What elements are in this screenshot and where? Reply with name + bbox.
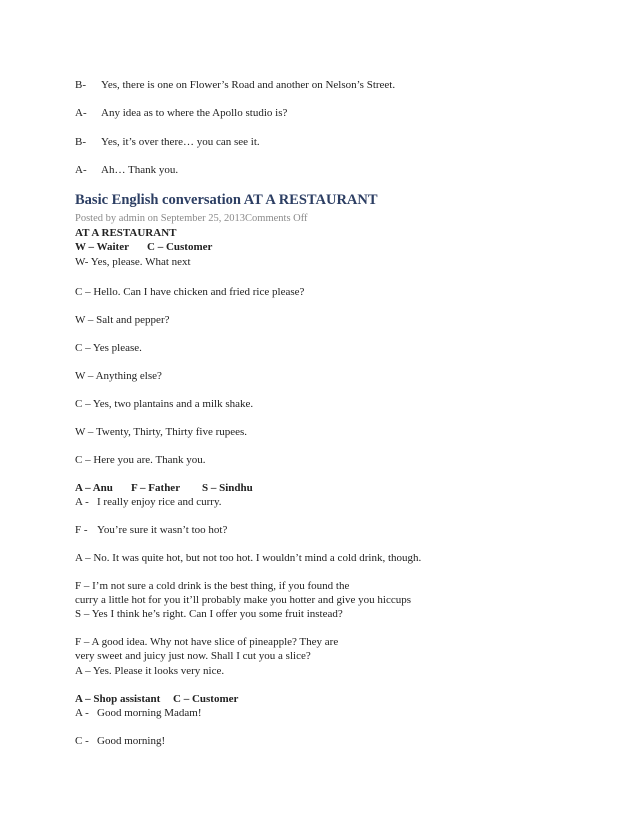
dialogue-line: A – Yes. Please it looks very nice.: [75, 665, 225, 677]
speaker-label: A -: [75, 707, 89, 719]
dialogue-line: [75, 523, 227, 537]
dialogue-line: curry a little hot for you it’ll probably make you hotter and give you hiccups: [75, 594, 412, 606]
dialogue-line: C – Yes, two plantains and a milk shake.: [75, 398, 254, 410]
article-meta: Posted by admin on September 25, 2013Comments Off: [75, 213, 308, 224]
line-text: You’re sure it wasn’t too hot?: [97, 524, 228, 536]
line-text: Any idea as to where the Apollo studio is?: [101, 107, 288, 119]
role-label: C – Customer: [147, 241, 213, 253]
dialogue-line: very sweet and juicy just now. Shall I cut you a slice?: [75, 650, 311, 662]
dialogue-line: W – Salt and pepper?: [75, 314, 170, 326]
intro-line: [75, 135, 260, 149]
roles-line: [75, 692, 238, 706]
intro-line: [75, 78, 395, 92]
dialogue-line: C – Here you are. Thank you.: [75, 454, 206, 466]
dialogue-line: C – Yes please.: [75, 342, 142, 354]
speaker-label: B-: [75, 79, 86, 91]
roles-line: [75, 481, 253, 495]
dialogue-line: C – Hello. Can I have chicken and fried rice please?: [75, 286, 305, 298]
dialogue-line: F – I’m not sure a cold drink is the best thing, if you found the: [75, 580, 350, 592]
article-title[interactable]: Basic English conversation AT A RESTAURANT: [75, 192, 378, 208]
dialogue-line: W- Yes, please. What next: [75, 256, 191, 268]
dialogue-line: W – Anything else?: [75, 370, 162, 382]
dialogue-line: A – No. It was quite hot, but not too hot. I wouldn’t mind a cold drink, though.: [75, 552, 422, 564]
dialogue-line: W – Twenty, Thirty, Thirty five rupees.: [75, 426, 248, 438]
speaker-label: A-: [75, 164, 87, 176]
line-text: Good morning!: [97, 735, 166, 747]
role-label: S – Sindhu: [202, 482, 253, 494]
intro-line: [75, 106, 287, 120]
line-text: Ah… Thank you.: [101, 164, 179, 176]
line-text: I really enjoy rice and curry.: [97, 496, 222, 508]
role-label: C – Customer: [173, 693, 239, 705]
role-label: F – Father: [131, 482, 181, 494]
line-text: Yes, there is one on Flower’s Road and another on Nelson’s Street.: [101, 79, 396, 91]
line-text: Good morning Madam!: [97, 707, 202, 719]
dialogue-line: [75, 706, 201, 720]
dialogue-line: F – A good idea. Why not have slice of pineapple? They are: [75, 636, 339, 648]
speaker-label: B-: [75, 136, 86, 148]
section-title: AT A RESTAURANT: [75, 227, 177, 239]
intro-line: [75, 163, 178, 177]
roles-line: [75, 240, 212, 254]
role-label: A – Anu: [75, 482, 113, 494]
speaker-label: A-: [75, 107, 87, 119]
speaker-label: A -: [75, 496, 89, 508]
speaker-label: F -: [75, 524, 88, 536]
speaker-label: C -: [75, 735, 89, 747]
dialogue-line: [75, 495, 222, 509]
line-text: Yes, it’s over there… you can see it.: [101, 136, 260, 148]
role-label: A – Shop assistant: [75, 693, 161, 705]
dialogue-line: [75, 734, 165, 748]
role-label: W – Waiter: [75, 241, 129, 253]
dialogue-line: S – Yes I think he’s right. Can I offer you some fruit instead?: [75, 608, 343, 620]
